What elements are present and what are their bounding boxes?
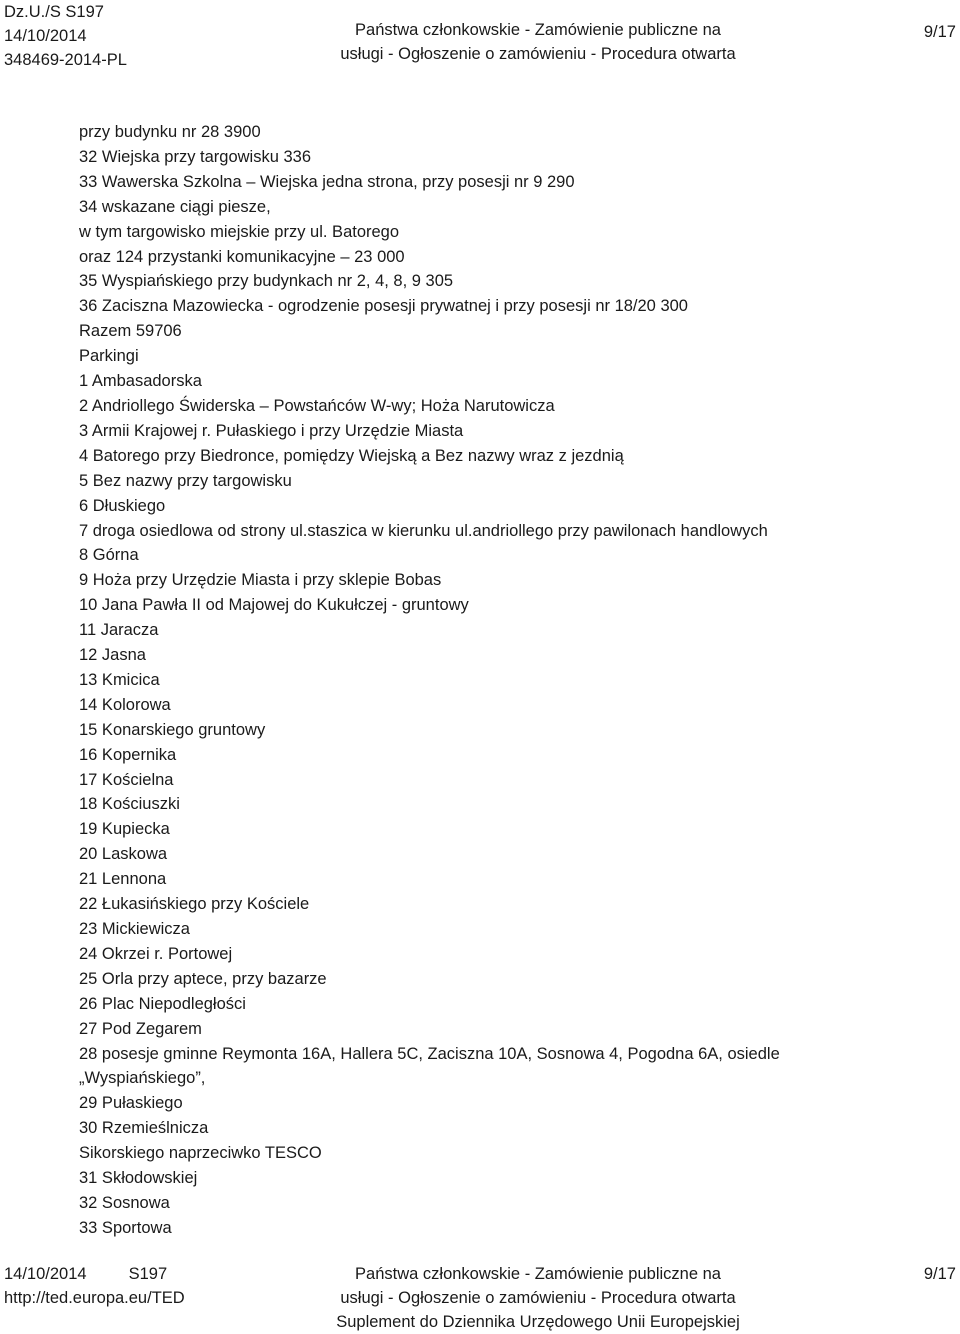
footer-title-block <box>0 1262 960 1334</box>
content-line: 16 Kopernika <box>79 745 177 764</box>
content-line: 2 Andriollego Świderska – Powstańców W-wy; Hoża Narutowicza <box>79 396 555 415</box>
notice-number: 348469-2014-PL <box>4 51 127 69</box>
content-line: 17 Kościelna <box>79 770 174 789</box>
content-line: 29 Pułaskiego <box>79 1094 183 1113</box>
content-line: „Wyspiańskiego”, <box>79 1069 206 1088</box>
content-line: 11 Jaracza <box>79 621 159 640</box>
journal-reference: Dz.U./S S197 <box>4 3 104 21</box>
content-line: 33 Sportowa <box>79 1218 172 1237</box>
content-line: 33 Wawerska Szkolna – Wiejska jedna strona, przy posesji nr 9 290 <box>79 172 575 191</box>
content-line: 14 Kolorowa <box>79 695 171 714</box>
content-line: 15 Konarskiego gruntowy <box>79 720 266 739</box>
content-line: 9 Hoża przy Urzędzie Miasta i przy sklepie Bobas <box>79 571 442 590</box>
content-line: 24 Okrzei r. Portowej <box>79 944 233 963</box>
content-line: 10 Jana Pawła II od Majowej do Kukułczej - gruntowy <box>79 596 469 615</box>
content-line: 7 droga osiedlowa od strony ul.staszica w kierunku ul.andriollego przy pawilonach handlowych <box>79 521 768 540</box>
content-line: 28 posesje gminne Reymonta 16A, Hallera 5C, Zaciszna 10A, Sosnowa 4, Pogodna 6A, osiedle <box>79 1044 780 1063</box>
footer-date: 14/10/2014 <box>4 1265 87 1283</box>
content-line: 31 Skłodowskiej <box>79 1169 198 1188</box>
document-body <box>79 120 939 1241</box>
footer-url-link[interactable]: http://ted.europa.eu/TED <box>4 1289 185 1307</box>
content-line: 5 Bez nazwy przy targowisku <box>79 471 292 490</box>
header-page-number: 9/17 <box>923 23 956 41</box>
content-line: 3 Armii Krajowej r. Pułaskiego i przy Urzędzie Miasta <box>79 421 464 440</box>
content-line: 12 Jasna <box>79 646 146 665</box>
content-line: 20 Laskowa <box>79 845 168 864</box>
content-line: Sikorskiego naprzeciwko TESCO <box>79 1144 322 1163</box>
footer-page-number: 9/17 <box>923 1265 956 1283</box>
content-line: 26 Plac Niepodległości <box>79 994 246 1013</box>
content-line: 21 Lennona <box>79 870 167 889</box>
content-line: 25 Orla przy aptece, przy bazarze <box>79 969 327 988</box>
header-date: 14/10/2014 <box>4 27 87 45</box>
header-title-block <box>0 18 960 66</box>
content-line: 1 Ambasadorska <box>79 372 202 391</box>
content-line: 19 Kupiecka <box>79 820 170 839</box>
content-line: oraz 124 przystanki komunikacyjne – 23 000 <box>79 247 405 266</box>
content-line: 8 Górna <box>79 546 139 565</box>
footer-supplement: Suplement do Dziennika Urzędowego Unii Europejskiej <box>336 1313 740 1331</box>
content-line: 30 Rzemieślnicza <box>79 1119 209 1138</box>
content-line: 36 Zaciszna Mazowiecka - ogrodzenie posesji prywatnej i przy posesji nr 18/20 300 <box>79 297 688 316</box>
content-line: 32 Sosnowa <box>79 1193 170 1212</box>
content-line: Razem 59706 <box>79 322 182 341</box>
content-line: 4 Batorego przy Biedronce, pomiędzy Wiejską a Bez nazwy wraz z jezdnią <box>79 446 624 465</box>
content-line: 13 Kmicica <box>79 670 160 689</box>
content-line: Parkingi <box>79 347 139 366</box>
content-line: 32 Wiejska przy targowisku 336 <box>79 147 312 166</box>
footer-title-line-1: Państwa członkowskie - Zamówienie publiczne na <box>355 1265 721 1283</box>
content-line: 18 Kościuszki <box>79 795 180 814</box>
content-line: 22 Łukasińskiego przy Kościele <box>79 895 310 914</box>
footer-series: S197 <box>128 1265 168 1283</box>
header-title-line-1: Państwa członkowskie - Zamówienie publiczne na <box>355 21 721 39</box>
content-line: 27 Pod Zegarem <box>79 1019 202 1038</box>
content-line: 34 wskazane ciągi piesze, <box>79 197 271 216</box>
footer-title-line-2: usługi - Ogłoszenie o zamówieniu - Procedura otwarta <box>340 1289 736 1307</box>
content-line: w tym targowisko miejskie przy ul. Batorego <box>79 222 400 241</box>
content-line: 35 Wyspiańskiego przy budynkach nr 2, 4, 8, 9 305 <box>79 272 454 291</box>
header-title-line-2: usługi - Ogłoszenie o zamówieniu - Procedura otwarta <box>340 45 736 63</box>
content-line: przy budynku nr 28 3900 <box>79 123 261 141</box>
content-line: 23 Mickiewicza <box>79 920 190 938</box>
content-line: 6 Dłuskiego <box>79 496 166 515</box>
